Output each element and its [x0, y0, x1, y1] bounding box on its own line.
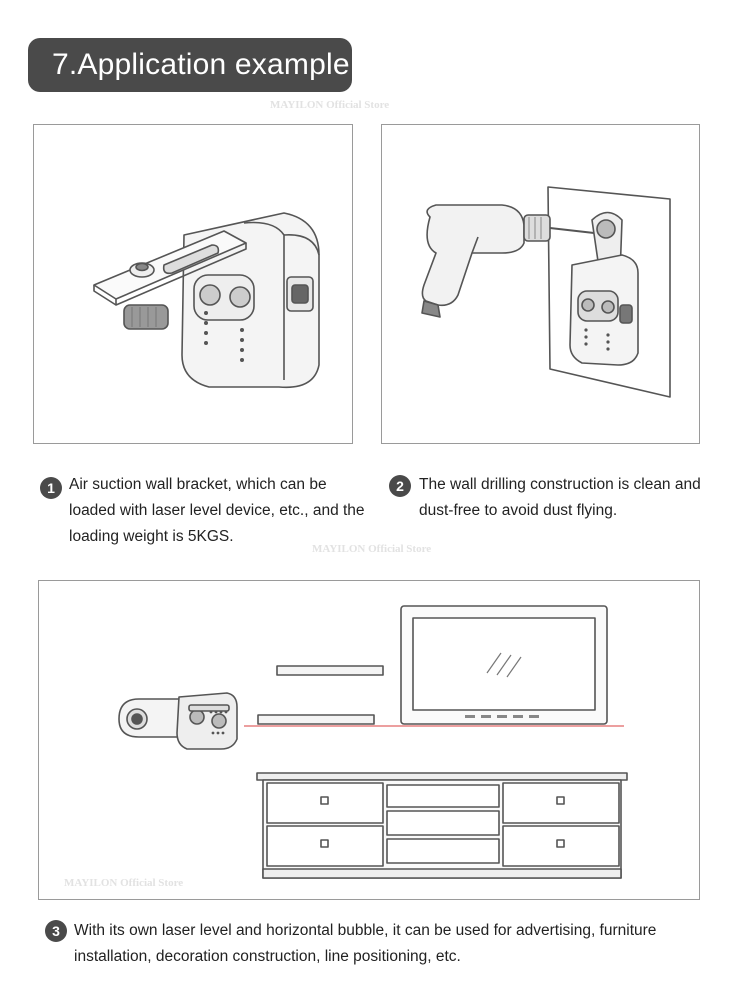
caption-3-text: With its own laser level and horizontal bubble, it can be used for advertising, furniture installation, decoration construction, line positioning, etc. [74, 922, 657, 965]
bracket-illustration-panel [33, 124, 353, 444]
caption-2-text: The wall drilling construction is clean and dust-free to avoid dust flying. [419, 476, 701, 519]
step-number-1: 1 [40, 477, 62, 499]
watermark-bottom: MAYILON Official Store [64, 877, 184, 889]
caption-1-text: Air suction wall bracket, which can be loaded with laser level device, etc., and the loading weight is 5KGS. [69, 476, 365, 545]
drilling-drawing [382, 125, 701, 445]
section-title: 7.Application example [28, 38, 352, 92]
room-drawing [39, 581, 701, 901]
drilling-illustration-panel [381, 124, 700, 444]
step-number-3: 3 [45, 920, 67, 942]
watermark-top: MAYILON Official Store [270, 99, 390, 111]
watermark-middle: MAYILON Official Store [312, 543, 432, 555]
caption-3 [74, 918, 724, 970]
furniture-illustration-panel [38, 580, 700, 900]
step-number-2: 2 [389, 475, 411, 497]
caption-2 [419, 472, 709, 524]
bracket-drawing [34, 125, 354, 445]
caption-1 [69, 472, 374, 550]
